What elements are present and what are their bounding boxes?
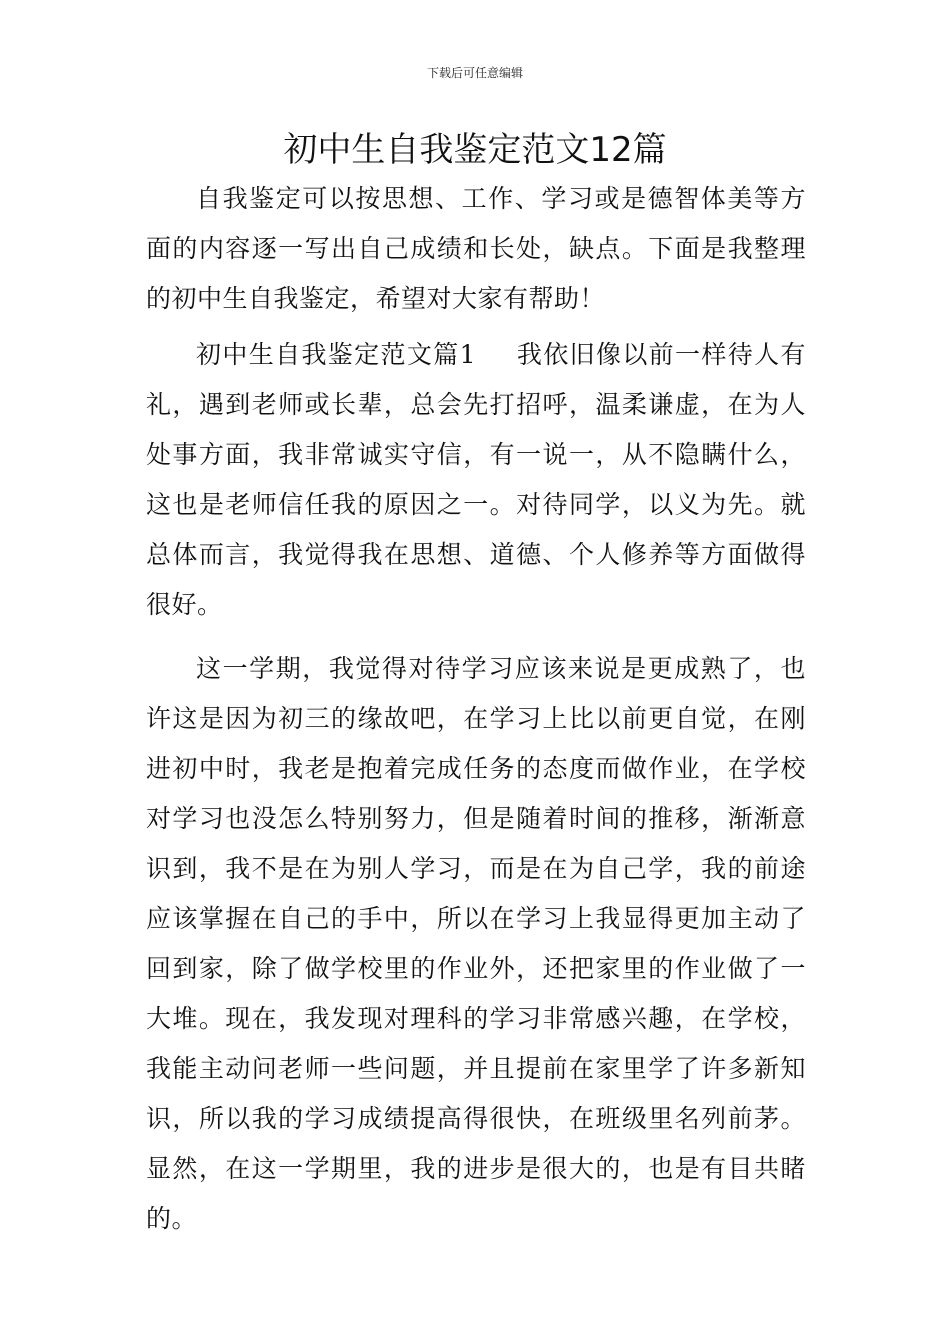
section-1-heading: 初中生自我鉴定范文篇1: [196, 340, 477, 369]
intro-paragraph: 自我鉴定可以按思想、工作、学习或是德智体美等方面的内容逐一写出自己成绩和长处，缺点。下面是我整理的初中生自我鉴定，希望对大家有帮助！: [146, 184, 806, 313]
section-1-text: 我依旧像以前一样待人有礼，遇到老师或长辈，总会先打招呼，温柔谦虚，在为人处事方面，我非常诚实守信，有一说一，从不隐瞒什么，这也是老师信任我的原因之一。对待同学，以义为先。就总体而言，我觉得我在思想、道德、个人修养等方面做得很好。: [146, 340, 806, 619]
section-1-paragraph: [146, 330, 806, 630]
document-body: [146, 174, 806, 1250]
study-paragraph: 这一学期，我觉得对待学习应该来说是更成熟了，也许这是因为初三的缘故吧，在学习上比以前更自觉，在刚进初中时，我老是抱着完成任务的态度而做作业，在学校对学习也没怎么特别努力，但是随着时间的推移，渐渐意识到，我不是在为别人学习，而是在为自己学，我的前途应该掌握在自己的手中，所以在学习上我显得更加主动了回到家，除了做学校里的作业外，还把家里的作业做了一大堆。现在，我发现对理科的学习非常感兴趣，在学校，我能主动问老师一些问题，并且提前在家里学了许多新知识，所以我的学习成绩提高得很快，在班级里名列前茅。显然，在这一学期里，我的进步是很大的，也是有目共睹的。: [146, 654, 806, 1233]
page-header-note: 下载后可任意编辑: [426, 66, 523, 80]
document-title: 初中生自我鉴定范文12篇: [283, 130, 667, 170]
